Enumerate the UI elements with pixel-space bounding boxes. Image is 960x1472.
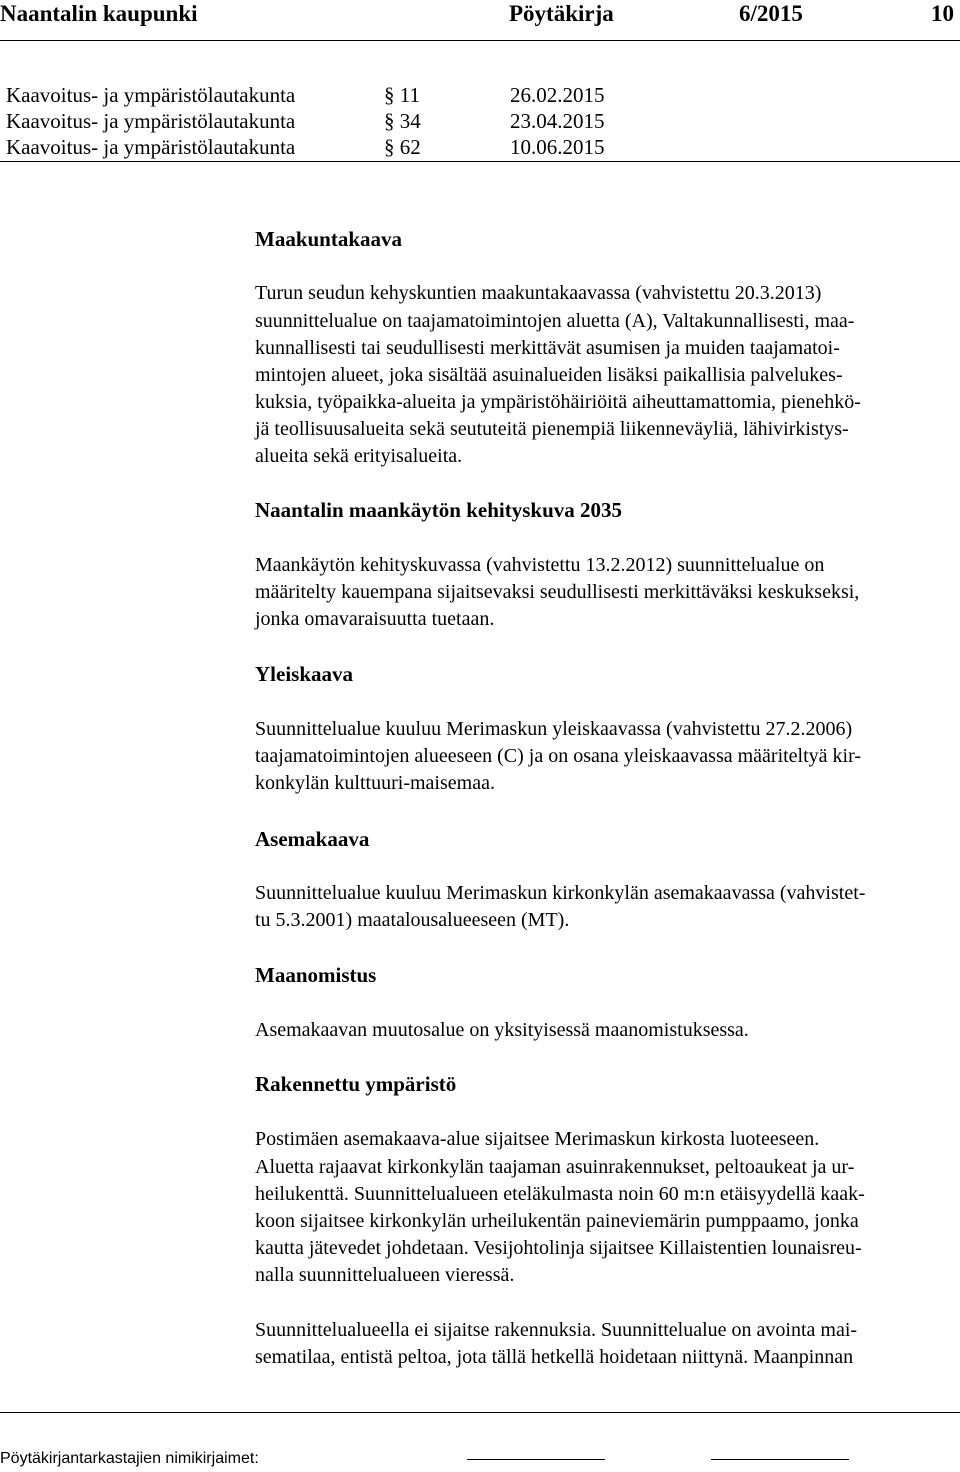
text-line: kunnallisesti tai seudullisesti merkittävät asumisen ja muiden taajamatoi-: [255, 337, 840, 359]
signature-label: Pöytäkirjantarkastajien nimikirjaimet:: [0, 1450, 259, 1467]
text-line: kautta jätevedet johdetaan. Vesijohtolinja sijaitsee Killaistentien lounaisreu-: [255, 1237, 862, 1259]
text-line: jä teollisuusalueita sekä seututeitä pienempiä liikenneväyliä, lähivirkistys-: [255, 418, 849, 440]
section-heading-kehityskuva: Naantalin maankäytön kehityskuva 2035: [255, 498, 622, 522]
text-line: Asemakaavan muutosalue on yksityisessä maanomistuksessa.: [255, 1019, 749, 1041]
text-line: Suunnittelualueella ei sijaitse rakennuksia. Suunnittelualue on avointa mai-: [255, 1319, 858, 1341]
text-line: Aluetta rajaavat kirkonkylän taajaman asuinrakennukset, peltoaukeat ja ur-: [255, 1156, 855, 1178]
section-heading-maanomistus: Maanomistus: [255, 963, 377, 987]
text-line: nalla suunnittelualueen vieressä.: [255, 1264, 515, 1286]
text-line: heilukenttä. Suunnittelualueen eteläkulmasta noin 60 m:n etäisyydellä kaak-: [255, 1183, 865, 1205]
meeting-body: Kaavoitus- ja ympäristölautakunta: [6, 109, 296, 133]
text-line: alueita sekä erityisalueita.: [255, 445, 463, 467]
document-type: Pöytäkirja: [509, 1, 614, 26]
text-line: kuksia, työpaikka-alueita ja ympäristöhäiriöitä aiheuttamattomia, pienehkö-: [255, 391, 861, 413]
text-line: Suunnittelualue kuuluu Merimaskun yleiskaavassa (vahvistettu 27.2.2006): [255, 718, 853, 740]
text-line: Turun seudun kehyskuntien maakuntakaavassa (vahvistettu 20.3.2013): [255, 282, 822, 304]
signature-line: [467, 1459, 605, 1460]
meeting-date: 10.06.2015: [510, 135, 605, 159]
footer-divider: [0, 1412, 960, 1413]
text-line: suunnittelualue on taajamatoimintojen aluetta (A), Valtakunnallisesti, maa-: [255, 310, 855, 332]
text-line: mintojen alueet, joka sisältää asuinalueiden lisäksi paikallisia palvelukes-: [255, 364, 843, 386]
section-heading-asemakaava: Asemakaava: [255, 827, 370, 851]
meeting-section: § 34: [384, 109, 421, 133]
section-heading-yleiskaava: Yleiskaava: [255, 662, 354, 686]
text-line: Maankäytön kehityskuvassa (vahvistettu 13.2.2012) suunnittelualue on: [255, 554, 825, 576]
text-line: Postimäen asemakaava-alue sijaitsee Merimaskun kirkosta luoteeseen.: [255, 1128, 820, 1150]
text-line: jonka omavaraisuutta tuetaan.: [255, 608, 495, 630]
text-line: sematilaa, entistä peltoa, jota tällä hetkellä hoidetaan niittynä. Maanpinnan: [255, 1346, 854, 1368]
header-divider: [0, 40, 960, 41]
issue-number: 6/2015: [739, 1, 803, 26]
organization-name: Naantalin kaupunki: [0, 1, 198, 26]
meeting-divider: [0, 161, 960, 162]
meeting-body: Kaavoitus- ja ympäristölautakunta: [6, 83, 296, 107]
text-line: koon sijaitsee kirkonkylän urheilukentän paineviemärin pumppaamo, jonka: [255, 1210, 859, 1232]
meeting-date: 26.02.2015: [510, 83, 605, 107]
signature-line: [711, 1459, 849, 1460]
meeting-section: § 62: [384, 135, 421, 159]
text-line: taajamatoimintojen alueeseen (C) ja on osana yleiskaavassa määriteltyä kir-: [255, 745, 862, 767]
section-heading-maakuntakaava: Maakuntakaava: [255, 227, 403, 251]
section-heading-rakennettu-ymparisto: Rakennettu ympäristö: [255, 1072, 457, 1096]
text-line: tu 5.3.2001) maatalousalueeseen (MT).: [255, 909, 570, 931]
meeting-body: Kaavoitus- ja ympäristölautakunta: [6, 135, 296, 159]
meeting-date: 23.04.2015: [510, 109, 605, 133]
page-number: 10: [931, 1, 954, 26]
text-line: konkylän kulttuuri-maisemaa.: [255, 772, 495, 794]
text-line: Suunnittelualue kuuluu Merimaskun kirkonkylän asemakaavassa (vahvistet-: [255, 882, 866, 904]
text-line: määritelty kauempana sijaitsevaksi seudullisesti merkittäväksi keskukseksi,: [255, 581, 860, 603]
meeting-section: § 11: [384, 83, 420, 107]
